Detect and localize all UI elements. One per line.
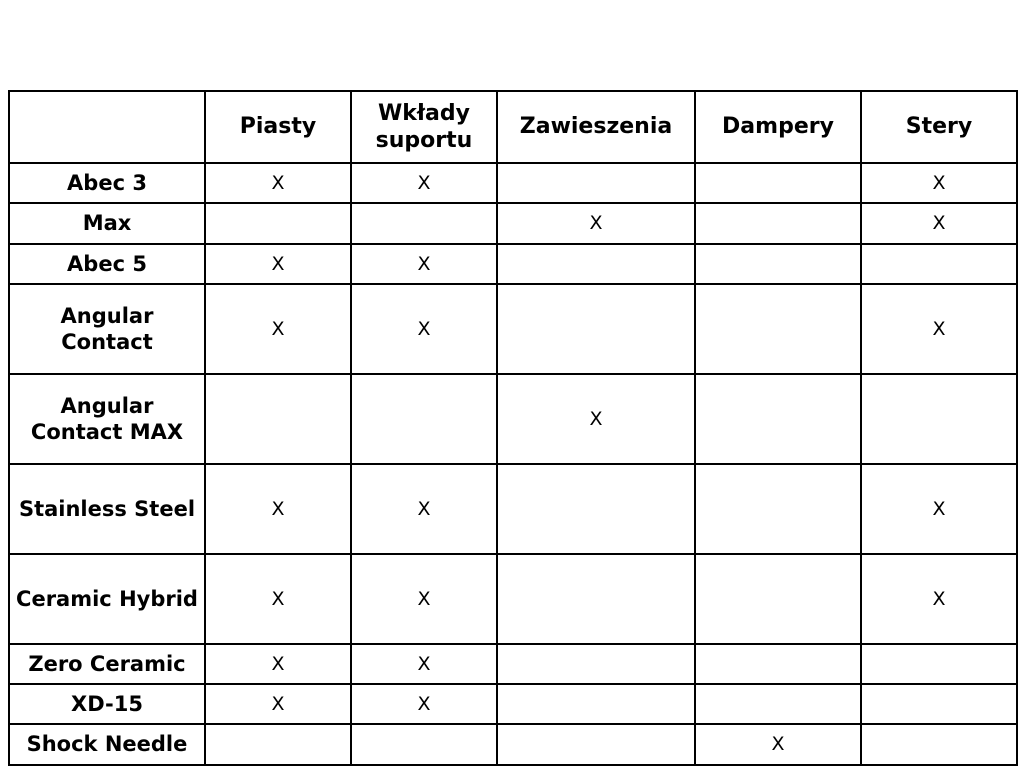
column-header-dampery: Dampery [695, 91, 861, 163]
row-header: Abec 3 [9, 163, 205, 203]
table-cell [351, 374, 497, 464]
cell-mark: X [932, 587, 946, 610]
cell-mark: X [271, 587, 285, 610]
table-cell [695, 163, 861, 203]
table-cell [205, 724, 351, 764]
table-cell [861, 163, 1017, 203]
table-cell [497, 244, 695, 284]
table-cell [205, 554, 351, 644]
table-cell [497, 684, 695, 724]
row-header: Zero Ceramic [9, 644, 205, 684]
table-cell [695, 244, 861, 284]
cell-mark: X [932, 172, 946, 195]
cell-mark: X [771, 733, 785, 756]
table-cell [351, 464, 497, 554]
cell-mark: X [271, 693, 285, 716]
table-cell [861, 724, 1017, 764]
table-body [9, 163, 1017, 765]
table-cell [497, 374, 695, 464]
table-row [9, 163, 1017, 203]
corner-cell [9, 91, 205, 163]
row-header: Angular Contact MAX [9, 374, 205, 464]
table-cell [351, 684, 497, 724]
table-cell [695, 644, 861, 684]
table-cell [497, 644, 695, 684]
cell-mark: X [589, 407, 603, 430]
table-cell [861, 374, 1017, 464]
table-row [9, 554, 1017, 644]
cell-mark: X [417, 693, 431, 716]
cell-mark: X [589, 212, 603, 235]
table-cell [695, 203, 861, 243]
table-row [9, 684, 1017, 724]
table-cell [861, 244, 1017, 284]
table-cell [497, 464, 695, 554]
table-cell [497, 163, 695, 203]
cell-mark: X [417, 587, 431, 610]
table-cell [861, 464, 1017, 554]
column-header-piasty: Piasty [205, 91, 351, 163]
column-header-stery: Stery [861, 91, 1017, 163]
cell-mark: X [271, 497, 285, 520]
table-cell [351, 724, 497, 764]
table-cell [497, 554, 695, 644]
table-row [9, 644, 1017, 684]
cell-mark: X [932, 317, 946, 340]
row-header: Abec 5 [9, 244, 205, 284]
table-cell [205, 244, 351, 284]
table-cell [205, 374, 351, 464]
row-header: Ceramic Hybrid [9, 554, 205, 644]
cell-mark: X [417, 172, 431, 195]
row-header: Shock Needle [9, 724, 205, 764]
table-header [9, 91, 1017, 163]
row-header: Stainless Steel [9, 464, 205, 554]
table-cell [351, 644, 497, 684]
table-cell [351, 284, 497, 374]
table-cell [695, 684, 861, 724]
table-cell [205, 684, 351, 724]
table-row [9, 203, 1017, 243]
table-row [9, 284, 1017, 374]
table-cell [861, 684, 1017, 724]
table-cell [497, 203, 695, 243]
cell-mark: X [271, 317, 285, 340]
table-cell [205, 203, 351, 243]
table-cell [695, 374, 861, 464]
table-cell [205, 163, 351, 203]
cell-mark: X [417, 497, 431, 520]
table-cell [205, 644, 351, 684]
column-header-wklady-suportu: Wkłady suportu [351, 91, 497, 163]
table-cell [695, 554, 861, 644]
table-cell [497, 724, 695, 764]
table-row [9, 464, 1017, 554]
table-cell [695, 724, 861, 764]
cell-mark: X [932, 212, 946, 235]
bearing-compatibility-table [8, 90, 1018, 766]
table-cell [497, 284, 695, 374]
table-cell [695, 464, 861, 554]
table-cell [695, 284, 861, 374]
table-cell [861, 284, 1017, 374]
row-header: Angular Contact [9, 284, 205, 374]
row-header: XD-15 [9, 684, 205, 724]
table-row [9, 724, 1017, 764]
table-cell [861, 644, 1017, 684]
table-row [9, 244, 1017, 284]
table-cell [205, 284, 351, 374]
row-header: Max [9, 203, 205, 243]
table-cell [351, 244, 497, 284]
table-cell [861, 554, 1017, 644]
cell-mark: X [932, 497, 946, 520]
bearing-compatibility-table-wrapper [8, 90, 1016, 766]
table-cell [351, 163, 497, 203]
cell-mark: X [417, 652, 431, 675]
header-row [9, 91, 1017, 163]
table-cell [351, 203, 497, 243]
table-cell [351, 554, 497, 644]
cell-mark: X [417, 252, 431, 275]
cell-mark: X [271, 252, 285, 275]
cell-mark: X [417, 317, 431, 340]
table-row [9, 374, 1017, 464]
table-cell [861, 203, 1017, 243]
column-header-zawieszenia: Zawieszenia [497, 91, 695, 163]
cell-mark: X [271, 172, 285, 195]
cell-mark: X [271, 652, 285, 675]
table-cell [205, 464, 351, 554]
